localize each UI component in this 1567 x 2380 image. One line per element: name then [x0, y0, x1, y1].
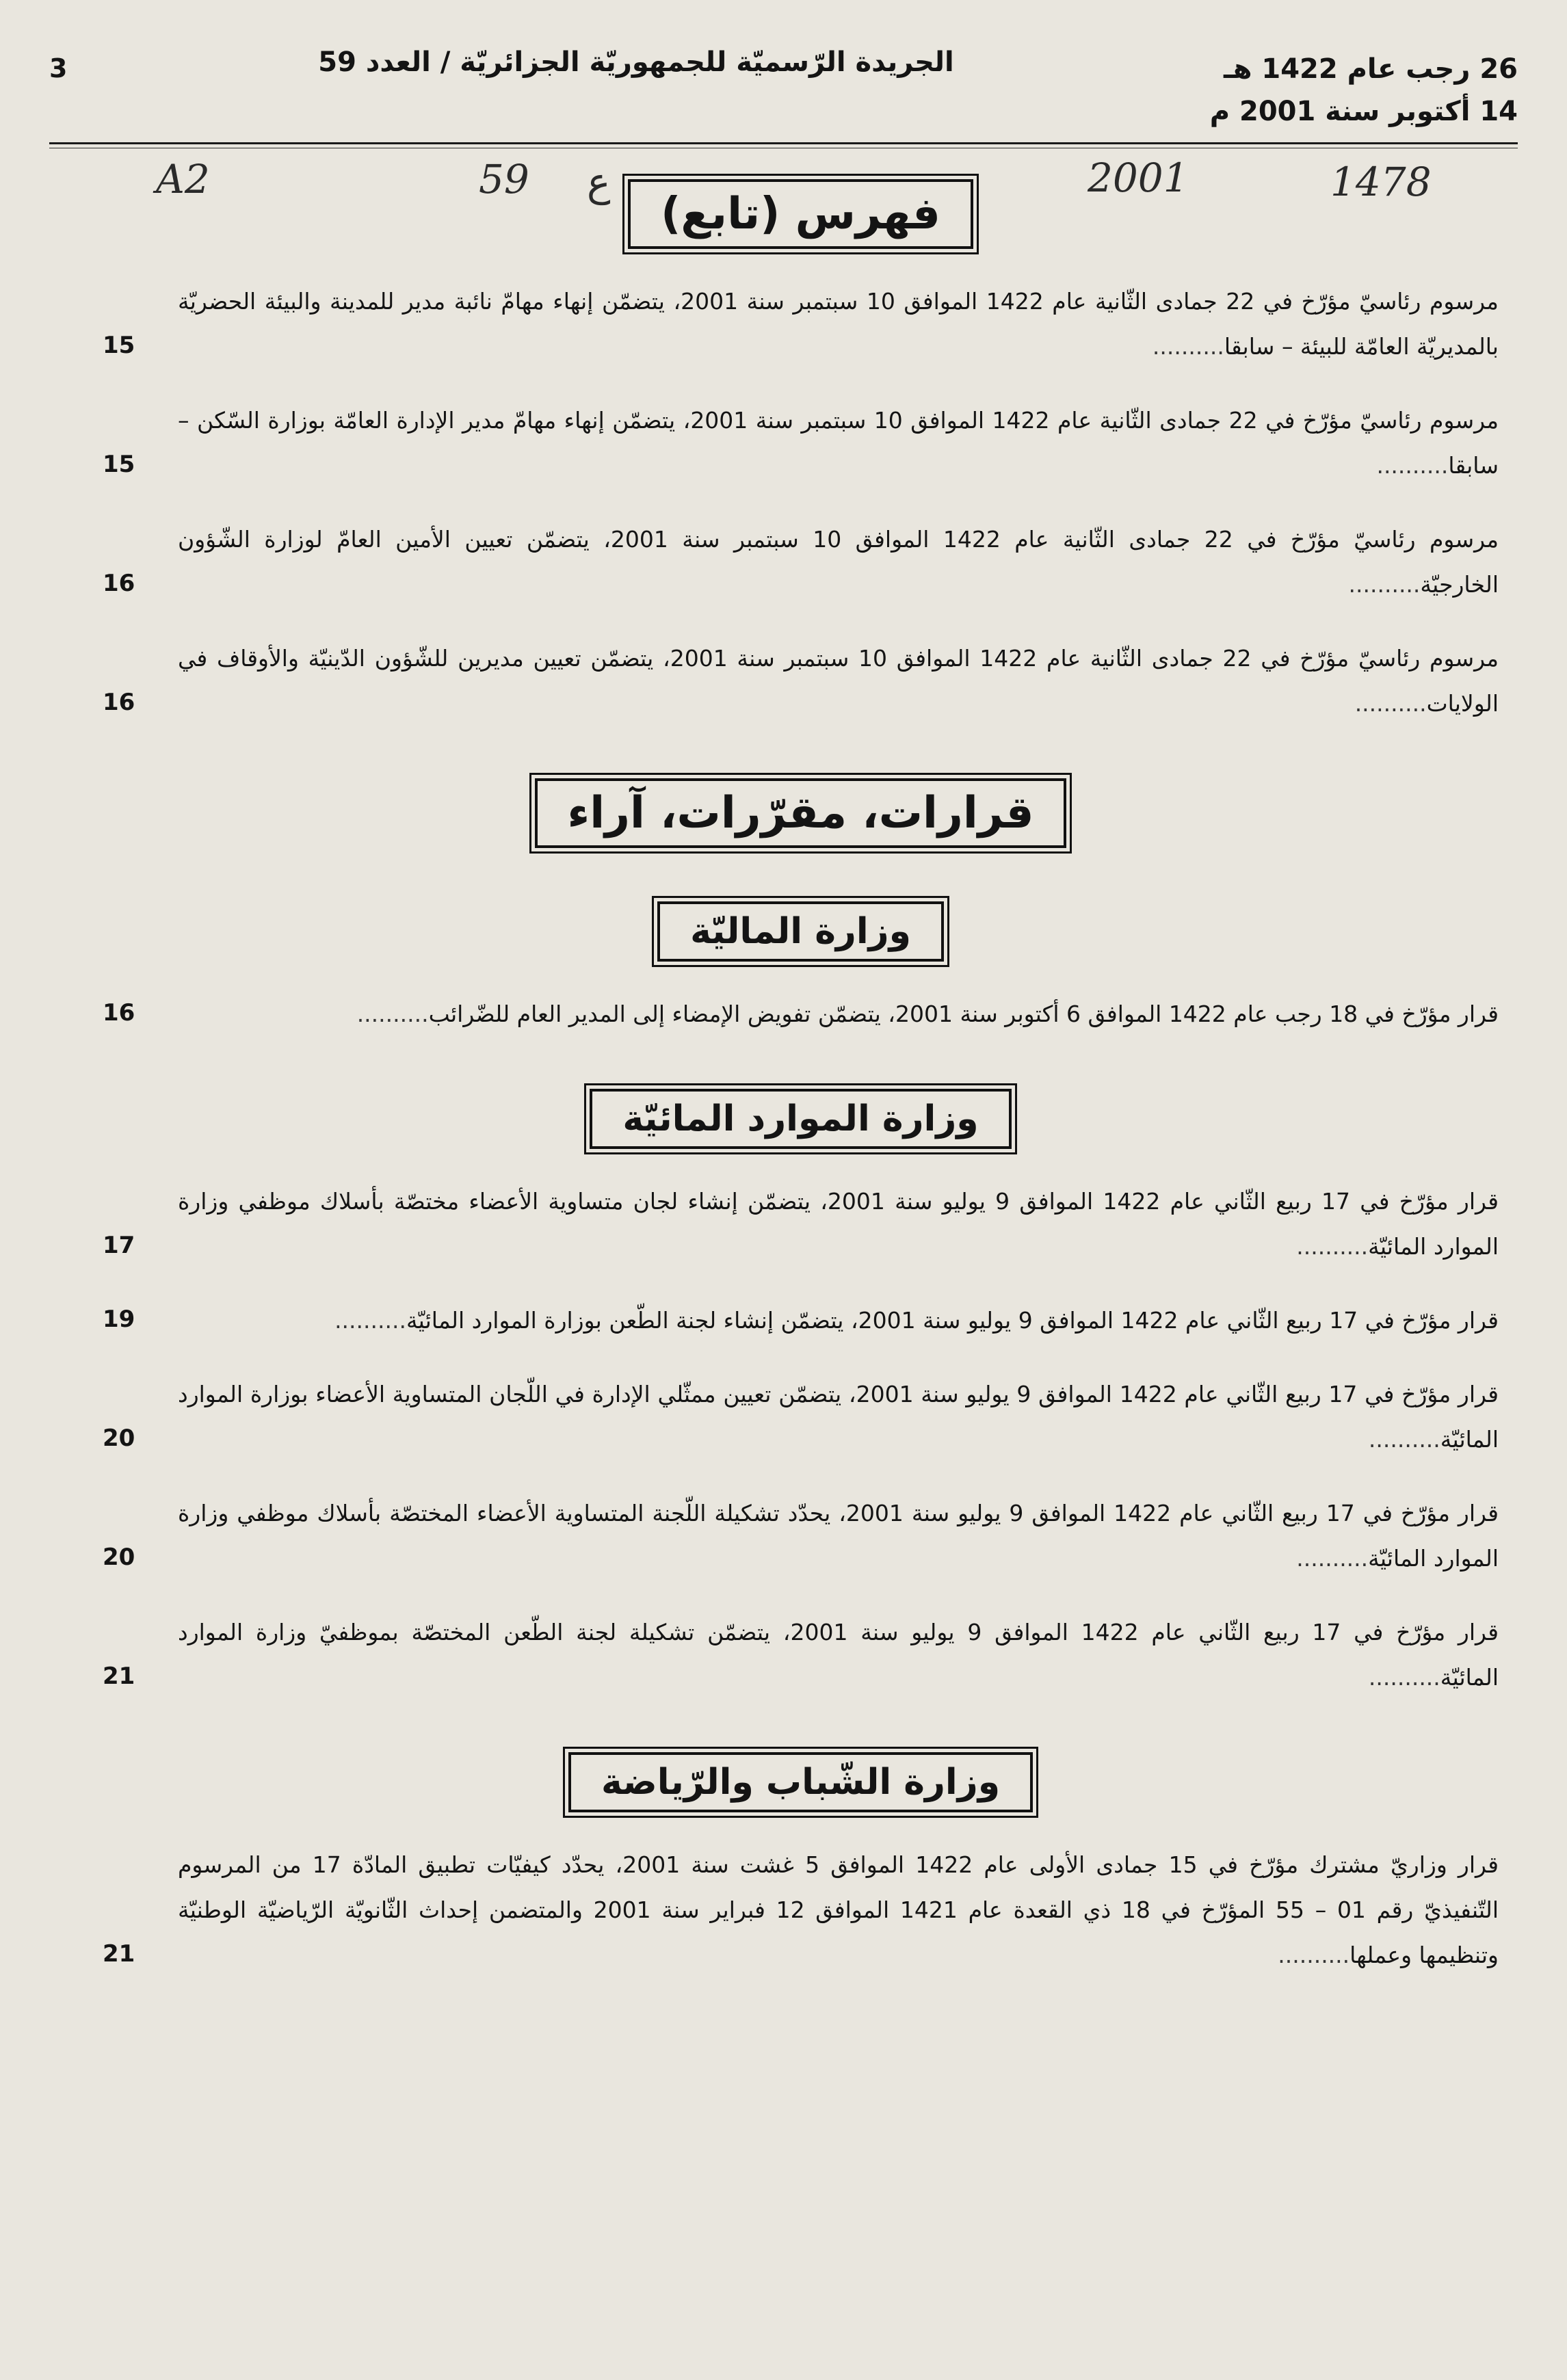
- page-number: 3: [49, 53, 68, 83]
- toc-entry: [103, 636, 1499, 726]
- toc-entry: [103, 517, 1499, 607]
- toc-entry: [103, 1610, 1499, 1700]
- dot-leader: ..........: [1354, 690, 1427, 717]
- dot-leader: ..........: [1368, 1426, 1440, 1453]
- toc-entry: [103, 1372, 1499, 1462]
- toc-entry: [103, 279, 1499, 369]
- section-heading-wrap: [103, 179, 1499, 249]
- gazette-title: الجريدة الرّسميّة للجمهوريّة الجزائريّة / العدد 59: [318, 47, 954, 78]
- entry-text: قرار مؤرّخ في 17 ربيع الثّاني عام 1422 الموافق 9 يوليو سنة 2001، يتضمّن تعيين ممثّلي الإدارة في اللّجان المتساوية الأعضاء بوزارة الموارد المائيّة: [178, 1381, 1499, 1453]
- entry-text: قرار وزاريّ مشترك مؤرّخ في 15 جمادى الأولى عام 1422 الموافق 5 غشت سنة 2001، يحدّد كيفيّات تطبيق المادّة 17 من المرسوم التّنفيذيّ رقم 01 – 55 المؤرّخ في 18 ذي القعدة عام 1421 الموافق 12 فبراير سنة 2001 والمتضمن إحداث الثّانويّة الرّياضيّة الوطنيّة وتنظيمها وعملها: [178, 1851, 1499, 1968]
- toc-entry: [103, 1842, 1499, 1978]
- section-heading-wrap: [103, 1089, 1499, 1149]
- entry-page-number: 20: [103, 1425, 135, 1452]
- toc-entry: [103, 992, 1499, 1037]
- dot-leader: ..........: [1278, 1942, 1350, 1968]
- dot-leader: ..........: [1348, 571, 1421, 598]
- entry-page-number: 21: [103, 1663, 135, 1690]
- entry-page-number: 15: [103, 332, 135, 359]
- handwritten-note: ع: [587, 159, 611, 205]
- entry-page-number: 15: [103, 451, 135, 478]
- toc-entry: [103, 1179, 1499, 1269]
- section-heading-wrap: [103, 778, 1499, 848]
- gregorian-date: 14 أكتوبر سنة 2001 م: [1209, 96, 1518, 127]
- toc-entry: [103, 1491, 1499, 1581]
- dot-leader: ..........: [1152, 333, 1224, 360]
- section-heading: وزارة الشّباب والرّياضة: [568, 1752, 1033, 1812]
- section-spacer: [103, 1729, 1499, 1752]
- toc-entry: [103, 398, 1499, 488]
- entry-text: قرار مؤرّخ في 17 ربيع الثّاني عام 1422 الموافق 9 يوليو سنة 2001، يتضمّن تشكيلة لجنة الطّعن المختصّة بموظفيّ وزارة الموارد المائيّة: [178, 1619, 1499, 1691]
- entry-page-number: 20: [103, 1544, 135, 1571]
- dot-leader: ..........: [334, 1307, 406, 1334]
- section-heading-wrap: [103, 1752, 1499, 1812]
- hijri-date: 26 رجب عام 1422 هـ: [1224, 53, 1518, 85]
- section-spacer: [103, 755, 1499, 778]
- handwritten-note: A2: [156, 156, 210, 202]
- section-heading: وزارة الموارد المائيّة: [590, 1089, 1011, 1149]
- entry-page-number: 19: [103, 1306, 135, 1333]
- dot-leader: ..........: [356, 1001, 429, 1027]
- entry-text: مرسوم رئاسيّ مؤرّخ في 22 جمادى الثّانية عام 1422 الموافق 10 سبتمبر سنة 2001، يتضمّن إنهاء مهامّ نائبة مدير للمدينة والبيئة الحضريّة بالمديريّة العامّة للبيئة – سابقا: [178, 288, 1499, 360]
- section-spacer: [103, 1066, 1499, 1089]
- entry-page-number: 16: [103, 689, 135, 716]
- dot-leader: ..........: [1296, 1545, 1369, 1572]
- handwritten-note: 2001: [1088, 155, 1189, 201]
- entry-text: مرسوم رئاسيّ مؤرّخ في 22 جمادى الثّانية عام 1422 الموافق 10 سبتمبر سنة 2001، يتضمّن تعيين مديرين للشّؤون الدّينيّة والأوقاف في الولايات: [178, 645, 1499, 717]
- toc-entry: [103, 1298, 1499, 1343]
- entry-page-number: 16: [103, 570, 135, 597]
- entry-page-number: 21: [103, 1940, 135, 1968]
- section-spacer: [103, 878, 1499, 901]
- handwritten-note: 59: [479, 156, 529, 202]
- section-heading-wrap: [103, 901, 1499, 962]
- entry-text: قرار مؤرّخ في 18 رجب عام 1422 الموافق 6 أكتوبر سنة 2001، يتضمّن تفويض الإمضاء إلى المدير العام للضّرائب: [428, 1001, 1499, 1027]
- entry-page-number: 17: [103, 1232, 135, 1259]
- entry-text: مرسوم رئاسيّ مؤرّخ في 22 جمادى الثّانية عام 1422 الموافق 10 سبتمبر سنة 2001، يتضمّن تعيين الأمين العامّ لوزارة الشّؤون الخارجيّة: [178, 526, 1499, 598]
- entry-page-number: 16: [103, 999, 135, 1027]
- entry-text: قرار مؤرّخ في 17 ربيع الثّاني عام 1422 الموافق 9 يوليو سنة 2001، يحدّد تشكيلة اللّجنة المتساوية الأعضاء المختصّة بأسلاك موظفي وزارة الموارد المائيّة: [178, 1500, 1499, 1572]
- table-of-contents: [103, 179, 1499, 2007]
- section-heading: وزارة الماليّة: [657, 901, 944, 962]
- header-rule: [49, 142, 1518, 144]
- entry-text: قرار مؤرّخ في 17 ربيع الثّاني عام 1422 الموافق 9 يوليو سنة 2001، يتضمّن إنشاء لجان متساوية الأعضاء مختصّة بأسلاك موظفي وزارة الموارد المائيّة: [178, 1188, 1499, 1260]
- entry-text: قرار مؤرّخ في 17 ربيع الثّاني عام 1422 الموافق 9 يوليو سنة 2001، يتضمّن إنشاء لجنة الطّعن بوزارة الموارد المائيّة: [406, 1307, 1499, 1334]
- entry-text: مرسوم رئاسيّ مؤرّخ في 22 جمادى الثّانية عام 1422 الموافق 10 سبتمبر سنة 2001، يتضمّن إنهاء مهامّ مدير الإدارة العامّة بوزارة السّكن – سابقا: [178, 407, 1499, 479]
- dot-leader: ..........: [1368, 1664, 1440, 1691]
- section-heading: قرارات، مقرّرات، آراء: [535, 778, 1067, 848]
- handwritten-note: 1478: [1330, 159, 1432, 205]
- issue-dates: [1210, 48, 1518, 133]
- dot-leader: ..........: [1296, 1233, 1369, 1260]
- dot-leader: ..........: [1376, 452, 1449, 479]
- section-heading: فهرس (تابع): [628, 179, 973, 249]
